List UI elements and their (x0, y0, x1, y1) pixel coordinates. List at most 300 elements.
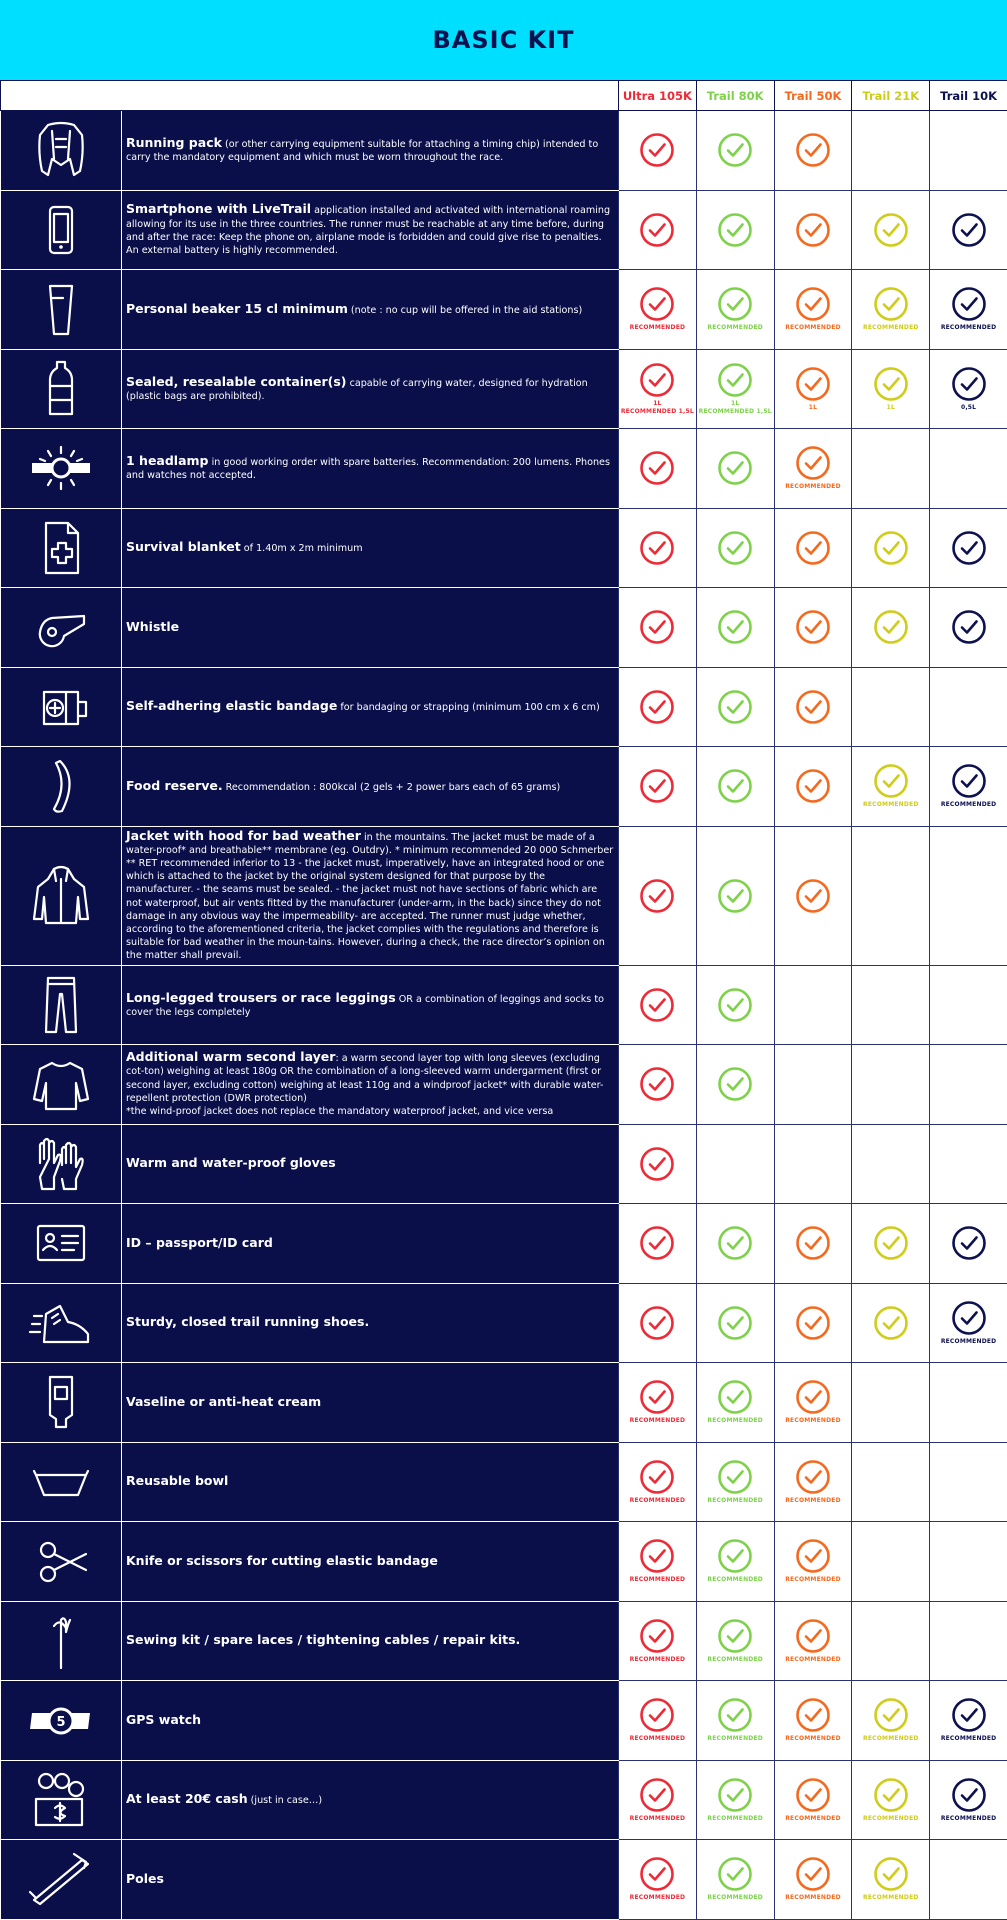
race-cell (774, 667, 852, 747)
checkmark-icon (717, 1538, 753, 1574)
item-title: Personal beaker 15 cl minimum (126, 300, 348, 316)
race-cell (774, 1760, 852, 1840)
checkmark-icon (795, 878, 831, 914)
race-cell (619, 965, 697, 1045)
checkmark-icon (639, 286, 675, 322)
smartphone-icon (1, 199, 122, 261)
race-cell (774, 1840, 852, 1920)
kit-row (1, 190, 1007, 270)
item-detail: Recommendation : 800kcal (2 gels + 2 power bars each of 65 grams) (222, 781, 561, 793)
race-cell (930, 1840, 1007, 1920)
race-cell (852, 826, 930, 965)
cell-note: RECOMMENDED (707, 1894, 763, 1902)
item-description (122, 508, 619, 588)
race-cell (930, 270, 1007, 350)
checkmark-icon (717, 1225, 753, 1261)
race-cell (619, 1522, 697, 1602)
bandage-icon (1, 676, 122, 738)
checkmark-icon (717, 286, 753, 322)
checkmark-icon (639, 1379, 675, 1415)
item-icon-cell (1, 190, 122, 270)
race-cell (930, 1601, 1007, 1681)
race-cell (852, 1681, 930, 1761)
checkmark-icon (639, 878, 675, 914)
item-icon-cell (1, 508, 122, 588)
item-description (122, 826, 619, 965)
item-icon-cell (1, 429, 122, 509)
checkmark-icon (717, 987, 753, 1023)
race-cell (696, 508, 774, 588)
checkmark-icon (639, 689, 675, 725)
item-icon-cell (1, 1045, 122, 1125)
race-cell (930, 667, 1007, 747)
checkmark-icon (717, 362, 753, 398)
item-icon-cell (1, 826, 122, 965)
checkmark-icon (873, 530, 909, 566)
cell-note: RECOMMENDED (785, 1655, 841, 1663)
race-cell (930, 1522, 1007, 1602)
cell-note: RECOMMENDED (785, 1814, 841, 1822)
checkmark-icon (795, 1618, 831, 1654)
cell-note: RECOMMENDED (629, 1894, 686, 1902)
item-description (122, 1522, 619, 1602)
item-description (122, 667, 619, 747)
checkmark-icon (639, 362, 675, 398)
kit-row (1, 270, 1007, 350)
cell-note: RECOMMENDED (629, 324, 686, 332)
race-cell (930, 965, 1007, 1045)
race-cell (774, 270, 852, 350)
checkmark-icon (795, 1459, 831, 1495)
race-cell (774, 1283, 852, 1363)
cell-note: RECOMMENDED (629, 1576, 686, 1584)
race-cell (696, 1522, 774, 1602)
item-title: Knife or scissors for cutting elastic bandage (126, 1552, 438, 1568)
checkmark-icon (639, 1618, 675, 1654)
race-cell (696, 1204, 774, 1284)
race-cell (930, 1045, 1007, 1125)
checkmark-icon (873, 763, 909, 799)
race-cell (696, 429, 774, 509)
kit-row (1, 508, 1007, 588)
shoe-icon (1, 1292, 122, 1354)
race-cell (619, 429, 697, 509)
kit-row (1, 588, 1007, 668)
item-title: Reusable bowl (126, 1473, 229, 1489)
item-icon-cell (1, 1363, 122, 1443)
checkmark-icon (639, 1538, 675, 1574)
checkmark-icon (873, 1777, 909, 1813)
cell-note: 1L (886, 403, 895, 411)
item-title: Poles (126, 1870, 164, 1886)
header-blank (1, 81, 619, 111)
checkmark-icon (717, 1459, 753, 1495)
checkmark-icon (795, 1225, 831, 1261)
checkmark-icon (795, 132, 831, 168)
checkmark-icon (717, 1066, 753, 1102)
item-icon-cell (1, 1283, 122, 1363)
kit-row (1, 1204, 1007, 1284)
item-description (122, 1760, 619, 1840)
item-title: GPS watch (126, 1711, 202, 1727)
race-cell (619, 270, 697, 350)
item-icon-cell (1, 1522, 122, 1602)
checkmark-icon (951, 366, 987, 402)
item-icon-cell (1, 1204, 122, 1284)
id-card-icon (1, 1212, 122, 1274)
kit-row (1, 1522, 1007, 1602)
race-cell (696, 588, 774, 668)
item-icon-cell (1, 1840, 122, 1920)
item-detail: application installed and activated with international roaming allowing for its use in the three countries. The runner must be reachable at any time before, during and after the race: Keep the phone on, airplane mode is forbidden and could give rise to penalties. An external battery is highly recommended. (126, 205, 611, 256)
running-pack-icon (1, 119, 122, 181)
cell-note: RECOMMENDED (785, 1576, 841, 1584)
race-cell (696, 667, 774, 747)
race-cell (696, 1760, 774, 1840)
item-title: Warm and water-proof gloves (126, 1155, 336, 1171)
race-cell (619, 1363, 697, 1443)
race-cell (930, 1363, 1007, 1443)
checkmark-icon (717, 609, 753, 645)
item-icon-cell (1, 747, 122, 827)
race-cell (619, 349, 697, 429)
watch-digit: 5 (56, 1715, 66, 1731)
item-description (122, 111, 619, 191)
header-row (1, 81, 1007, 111)
race-cell (852, 1204, 930, 1284)
item-detail: in good working order with spare batteries. Recommendation: 200 lumens. Phones and watches not accepted. (126, 457, 610, 482)
cell-note: RECOMMENDED (940, 1814, 997, 1822)
checkmark-icon (639, 768, 675, 804)
checkmark-icon (717, 1856, 753, 1892)
checkmark-icon (795, 768, 831, 804)
cell-note: RECOMMENDED (785, 324, 841, 332)
item-description (122, 747, 619, 827)
item-detail: (or other carrying equipment suitable for attaching a timing chip) intended to carry the mandatory equipment and which must be worn throughout the race. (126, 139, 599, 164)
cell-note: RECOMMENDED (707, 1655, 763, 1663)
race-cell (774, 1204, 852, 1284)
checkmark-icon (873, 286, 909, 322)
kit-row (1, 965, 1007, 1045)
checkmark-icon (795, 1697, 831, 1733)
race-cell (852, 1601, 930, 1681)
cell-note: 1L (730, 399, 740, 407)
checkmark-icon (873, 1697, 909, 1733)
item-title: At least 20€ cash (126, 1791, 248, 1807)
race-cell (930, 508, 1007, 588)
race-header: Trail 80K (696, 81, 774, 111)
race-cell (619, 1124, 697, 1204)
race-cell (930, 826, 1007, 965)
item-icon-cell (1, 965, 122, 1045)
cream-tube-icon (1, 1371, 122, 1433)
kit-row (1, 1760, 1007, 1840)
kit-table (0, 80, 1007, 1920)
cell-note-secondary: RECOMMENDED 1,5L (620, 407, 694, 415)
kit-row (1, 1840, 1007, 1920)
race-cell (774, 1522, 852, 1602)
kit-row (1, 111, 1007, 191)
checkmark-icon (639, 987, 675, 1023)
kit-row (1, 1283, 1007, 1363)
race-cell (774, 1124, 852, 1204)
cell-note: RECOMMENDED (785, 1735, 841, 1743)
item-detail: in the mountains. The jacket must be made of a water-proof* and breathable** membrane (eg. Outdry). * minimum recommended 20 000 Schmerber ** RET recommended inferior to 13 - the jacket must, imperatively, have an integrated hood or one which is attached to the jacket by the original system designed for that purpose by the manufacturer. - the seams must be sealed. - the jacket must not have sections of fabric which are not waterproof, but air vents fitted by the manufacturer (under-arm, in the back) since they do not damage in any obvious way the impermeability- are accepted. The runner must judge whether, according to the aforementioned criteria, the jacket complies with the regulations and therefore is suitable for bad weather in the moun-tains. However, during a check, the race director’s opinion on the matter shall prevail. (126, 831, 614, 962)
cell-note: RECOMMENDED (629, 1814, 686, 1822)
item-title: ID – passport/ID card (126, 1234, 273, 1250)
trousers-icon (1, 974, 122, 1036)
item-title: Additional warm second layer (126, 1049, 336, 1065)
race-cell (696, 190, 774, 270)
cell-note: RECOMMENDED (863, 1894, 919, 1902)
race-cell (696, 826, 774, 965)
race-cell (852, 747, 930, 827)
race-cell (852, 349, 930, 429)
checkmark-icon (873, 1305, 909, 1341)
race-cell (852, 667, 930, 747)
cell-note: RECOMMENDED (940, 1735, 997, 1743)
checkmark-icon (873, 212, 909, 248)
race-cell (619, 1681, 697, 1761)
checkmark-icon (639, 1225, 675, 1261)
item-icon-cell (1, 1442, 122, 1522)
item-title: Sealed, resealable container(s) (126, 373, 347, 389)
kit-row (1, 667, 1007, 747)
item-detail: (just in case…) (247, 1795, 323, 1807)
checkmark-icon (795, 1856, 831, 1892)
race-cell (852, 1283, 930, 1363)
race-cell (774, 1045, 852, 1125)
race-cell (696, 1045, 774, 1125)
item-title: Sewing kit / spare laces / tightening cables / repair kits. (126, 1632, 521, 1648)
cell-note: RECOMMENDED (707, 1576, 763, 1584)
item-icon-cell (1, 111, 122, 191)
item-icon-cell (1, 270, 122, 350)
item-title: Jacket with hood for bad weather (126, 827, 361, 843)
kit-row (1, 429, 1007, 509)
item-title: Smartphone with LiveTrail (126, 201, 312, 217)
checkmark-icon (795, 445, 831, 481)
race-cell (696, 965, 774, 1045)
race-cell (930, 588, 1007, 668)
scissors-icon (1, 1530, 122, 1592)
race-cell (930, 747, 1007, 827)
checkmark-icon (717, 768, 753, 804)
checkmark-icon (639, 1856, 675, 1892)
race-cell (852, 1840, 930, 1920)
item-title: Self-adhering elastic bandage (126, 698, 338, 714)
race-cell (774, 1681, 852, 1761)
bowl-icon (1, 1451, 122, 1513)
race-cell (619, 1442, 697, 1522)
race-cell (774, 429, 852, 509)
cell-note: RECOMMENDED (785, 1417, 841, 1425)
kit-row (1, 1442, 1007, 1522)
checkmark-icon (873, 1856, 909, 1892)
race-cell (619, 588, 697, 668)
race-cell (619, 1601, 697, 1681)
item-description (122, 1442, 619, 1522)
checkmark-icon (639, 1305, 675, 1341)
cell-note: RECOMMENDED (863, 1735, 919, 1743)
item-title: Running pack (126, 135, 222, 151)
checkmark-icon (951, 530, 987, 566)
cell-note: RECOMMENDED (629, 1417, 686, 1425)
checkmark-icon (951, 1697, 987, 1733)
race-cell (852, 588, 930, 668)
cell-note: 1L (808, 403, 818, 411)
item-title: 1 headlamp (126, 453, 209, 469)
checkmark-icon (639, 1777, 675, 1813)
race-cell (930, 429, 1007, 509)
kit-row (1, 1045, 1007, 1125)
race-cell (696, 1283, 774, 1363)
checkmark-icon (717, 689, 753, 725)
poles-icon (1, 1848, 122, 1910)
item-icon-cell (1, 349, 122, 429)
race-cell (619, 1283, 697, 1363)
checkmark-icon (951, 609, 987, 645)
item-detail: capable of carrying water, designed for hydration (plastic bags are prohibited). (126, 377, 588, 402)
cell-note: RECOMMENDED (707, 1496, 763, 1504)
item-description (122, 429, 619, 509)
checkmark-icon (717, 1697, 753, 1733)
race-cell (852, 1363, 930, 1443)
item-description (122, 965, 619, 1045)
checkmark-icon (795, 366, 831, 402)
checkmark-icon (717, 530, 753, 566)
kit-row (1, 826, 1007, 965)
checkmark-icon (717, 212, 753, 248)
kit-row (1, 1601, 1007, 1681)
checkmark-icon (795, 286, 831, 322)
race-cell (852, 270, 930, 350)
cell-note: RECOMMENDED (863, 1814, 919, 1822)
item-icon-cell (1, 1124, 122, 1204)
checkmark-icon (795, 1777, 831, 1813)
checkmark-icon (951, 286, 987, 322)
cell-note: RECOMMENDED (785, 483, 841, 491)
whistle-icon (1, 596, 122, 658)
item-description (122, 270, 619, 350)
checkmark-icon (795, 689, 831, 725)
checkmark-icon (717, 1305, 753, 1341)
checkmark-icon (873, 366, 909, 402)
race-cell (930, 349, 1007, 429)
checkmark-icon (639, 1459, 675, 1495)
checkmark-icon (795, 609, 831, 645)
checkmark-icon (639, 1146, 675, 1182)
race-cell (696, 1124, 774, 1204)
race-header: Ultra 105K (619, 81, 697, 111)
item-description (122, 1363, 619, 1443)
gloves-icon (1, 1133, 122, 1195)
kit-row (1, 747, 1007, 827)
banana-icon (1, 755, 122, 817)
race-cell (696, 1840, 774, 1920)
checkmark-icon (951, 212, 987, 248)
checkmark-icon (951, 1300, 987, 1336)
race-cell (619, 1760, 697, 1840)
checkmark-icon (717, 450, 753, 486)
race-cell (930, 1442, 1007, 1522)
race-cell (852, 190, 930, 270)
race-header: Trail 10K (930, 81, 1007, 111)
race-cell (619, 1204, 697, 1284)
checkmark-icon (873, 609, 909, 645)
item-description (122, 1045, 619, 1125)
cell-note: RECOMMENDED (940, 324, 997, 332)
kit-row (1, 1363, 1007, 1443)
checkmark-icon (639, 609, 675, 645)
item-title: Vaseline or anti-heat cream (126, 1393, 322, 1409)
title-bar (0, 0, 1007, 80)
race-cell (852, 1045, 930, 1125)
checkmark-icon (639, 1066, 675, 1102)
race-cell (619, 190, 697, 270)
race-header: Trail 21K (852, 81, 930, 111)
item-title: Food reserve. (126, 777, 223, 793)
survival-blanket-icon (1, 517, 122, 579)
race-cell (774, 508, 852, 588)
race-cell (696, 1601, 774, 1681)
race-cell (852, 508, 930, 588)
page-title: BASIC KIT (432, 26, 575, 54)
race-cell (619, 111, 697, 191)
race-cell (930, 1204, 1007, 1284)
headlamp-icon (1, 437, 122, 499)
race-cell (774, 747, 852, 827)
bottle-icon (1, 358, 122, 420)
kit-row (1, 349, 1007, 429)
race-cell (930, 1760, 1007, 1840)
race-cell (774, 826, 852, 965)
cell-note: RECOMMENDED (863, 324, 919, 332)
race-cell (852, 111, 930, 191)
item-detail: (note : no cup will be offered in the aid stations) (347, 304, 583, 316)
cell-note: RECOMMENDED (940, 1337, 997, 1345)
item-icon-cell (1, 1681, 122, 1761)
cell-note: RECOMMENDED (785, 1894, 841, 1902)
race-cell (930, 1681, 1007, 1761)
item-icon-cell (1, 1760, 122, 1840)
item-title: Long-legged trousers or race leggings (126, 989, 396, 1005)
item-description (122, 1601, 619, 1681)
cell-note: RECOMMENDED (940, 801, 997, 809)
item-detail: OR a combination of leggings and socks to cover the legs completely (126, 993, 604, 1018)
cell-note: RECOMMENDED (707, 1417, 763, 1425)
item-detail: of 1.40m x 2m minimum (240, 543, 363, 555)
race-cell (696, 1442, 774, 1522)
checkmark-icon (717, 1379, 753, 1415)
cell-note: RECOMMENDED (629, 1655, 686, 1663)
race-cell (930, 1124, 1007, 1204)
checkmark-icon (717, 1618, 753, 1654)
cell-note: 1L (653, 399, 662, 407)
cell-note: RECOMMENDED (629, 1496, 686, 1504)
race-cell (619, 1840, 697, 1920)
item-description (122, 1124, 619, 1204)
checkmark-icon (951, 763, 987, 799)
race-cell (774, 965, 852, 1045)
checkmark-icon (639, 212, 675, 248)
cell-note: RECOMMENDED (707, 1814, 763, 1822)
race-cell (774, 1442, 852, 1522)
cell-note: RECOMMENDED (707, 324, 763, 332)
item-detail: for bandaging or strapping (minimum 100 cm x 6 cm) (337, 702, 600, 714)
race-cell (619, 826, 697, 965)
item-title: Whistle (126, 618, 180, 634)
